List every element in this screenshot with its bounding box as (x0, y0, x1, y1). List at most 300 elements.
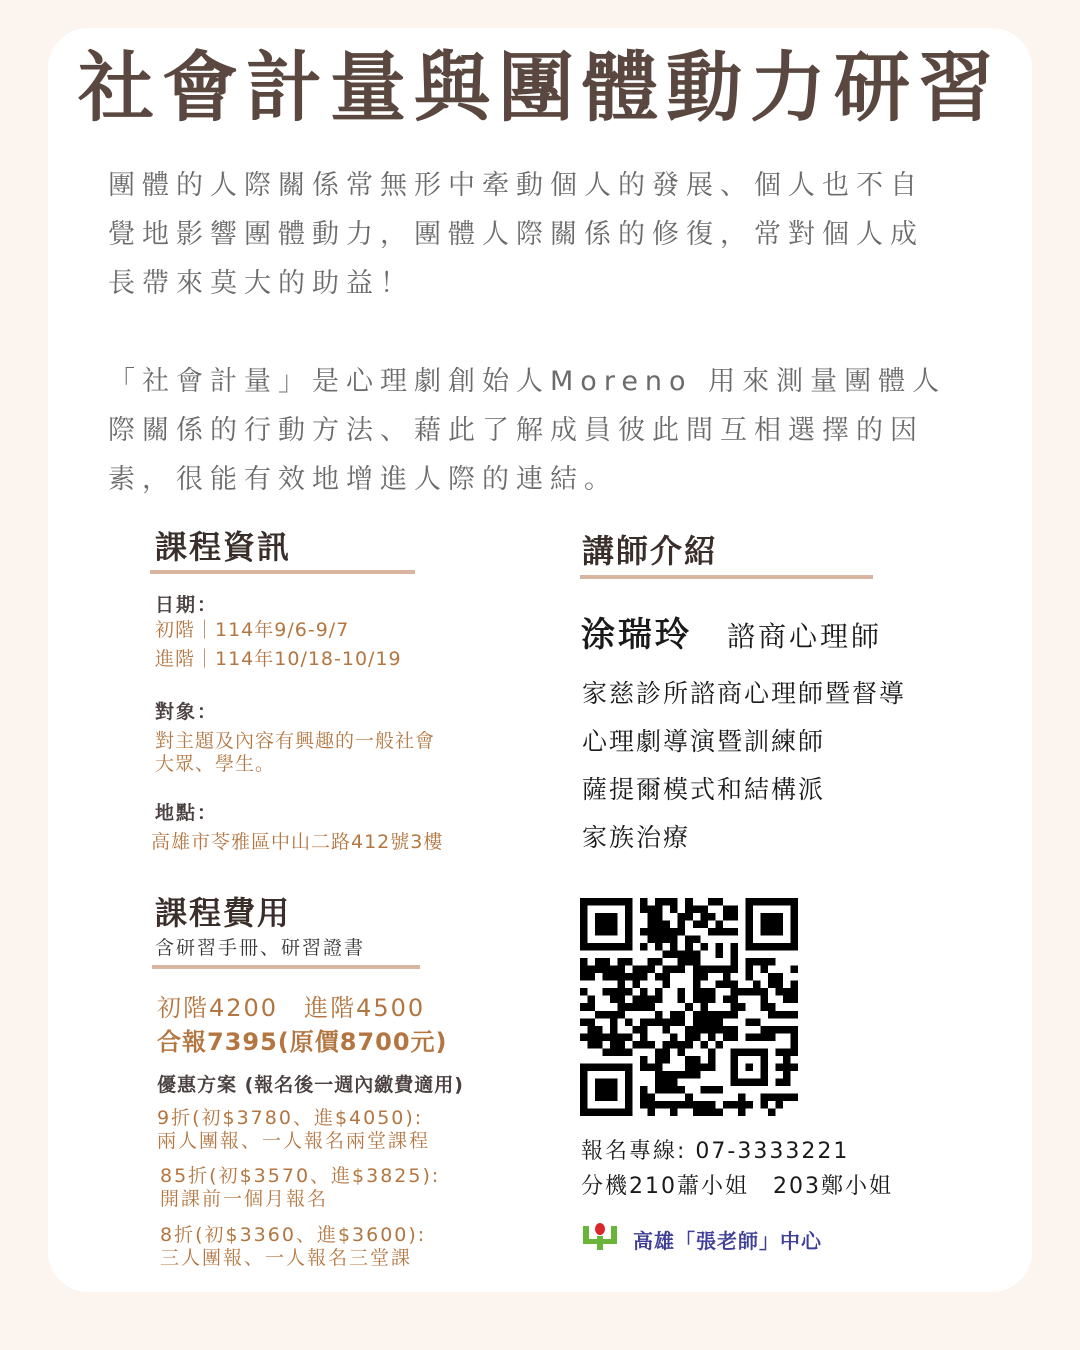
qr-module (708, 898, 716, 906)
qr-module (693, 1026, 701, 1034)
qr-module (730, 981, 738, 989)
qr-module (738, 1101, 746, 1109)
credential-item: 薩提爾模式和結構派 (582, 775, 826, 804)
qr-module (685, 1026, 693, 1034)
date-label: 日期： (155, 594, 219, 616)
qr-module (790, 996, 798, 1004)
qr-module (723, 1026, 731, 1034)
qr-module (693, 1011, 701, 1019)
qr-module (693, 936, 701, 944)
qr-module (693, 973, 701, 981)
qr-module (670, 1041, 678, 1049)
qr-module (723, 1101, 731, 1109)
qr-module (685, 943, 693, 951)
qr-module (693, 921, 701, 929)
qr-module (655, 1063, 663, 1071)
qr-module (655, 1086, 663, 1094)
discount-condition: 開課前一個月報名 (160, 1188, 329, 1210)
qr-module (760, 1033, 768, 1041)
qr-module (760, 1093, 768, 1101)
qr-module (775, 988, 783, 996)
qr-module (603, 1011, 611, 1019)
qr-module (655, 996, 663, 1004)
qr-module (700, 1018, 708, 1026)
qr-module (768, 1033, 776, 1041)
qr-module (678, 966, 686, 974)
qr-module (730, 1026, 738, 1034)
qr-module (648, 1041, 656, 1049)
qr-module (783, 996, 791, 1004)
qr-module (693, 1018, 701, 1026)
qr-module (685, 898, 693, 906)
qr-module (730, 943, 738, 951)
qr-module (708, 913, 716, 921)
qr-module (618, 966, 626, 974)
qr-module (655, 1018, 663, 1026)
qr-module (700, 1003, 708, 1011)
qr-module (693, 981, 701, 989)
qr-module (685, 913, 693, 921)
qr-module (715, 966, 723, 974)
qr-module (730, 951, 738, 959)
qr-module (655, 913, 663, 921)
qr-module (640, 1101, 648, 1109)
qr-module (648, 958, 656, 966)
qr-module (730, 958, 738, 966)
qr-module (693, 958, 701, 966)
qr-module (655, 1011, 663, 1019)
qr-module (685, 1041, 693, 1049)
qr-module (790, 988, 798, 996)
intro-line: 長帶來莫大的助益！ (108, 268, 414, 299)
qr-module (775, 1011, 783, 1019)
qr-module (678, 988, 686, 996)
qr-module (655, 1078, 663, 1086)
qr-module (753, 988, 761, 996)
qr-module (730, 1003, 738, 1011)
qr-module (693, 951, 701, 959)
intro-line: 素，很能有效地增進人際的連結。 (108, 464, 618, 495)
qr-module (783, 1093, 791, 1101)
qr-module (588, 1033, 596, 1041)
qr-module (625, 1003, 633, 1011)
qr-module (708, 1063, 716, 1071)
qr-module (633, 981, 641, 989)
qr-module (618, 1048, 626, 1056)
qr-module (633, 996, 641, 1004)
qr-module (670, 1071, 678, 1079)
qr-module (663, 1078, 671, 1086)
qr-module (618, 1033, 626, 1041)
qr-module (715, 1108, 723, 1116)
qr-module (790, 1011, 798, 1019)
qr-module (663, 898, 671, 906)
qr-module (693, 1033, 701, 1041)
qr-module (723, 906, 731, 914)
qr-module (618, 988, 626, 996)
qr-module (685, 906, 693, 914)
qr-module (715, 921, 723, 929)
qr-module (760, 966, 768, 974)
qr-module (783, 988, 791, 996)
qr-module (640, 988, 648, 996)
qr-module (723, 996, 731, 1004)
qr-module (640, 1056, 648, 1064)
qr-module (685, 1033, 693, 1041)
qr-module (700, 906, 708, 914)
qr-module (663, 936, 671, 944)
qr-module (708, 928, 716, 936)
qr-module (723, 928, 731, 936)
qr-module (693, 1108, 701, 1116)
qr-module (670, 951, 678, 959)
qr-module (678, 958, 686, 966)
qr-module (670, 898, 678, 906)
qr-module (768, 958, 776, 966)
qr-module (670, 906, 678, 914)
org-name: 高雄「張老師」中心 (633, 1229, 822, 1253)
qr-module (708, 1048, 716, 1056)
qr-module (708, 1033, 716, 1041)
qr-module (625, 1048, 633, 1056)
qr-module (685, 951, 693, 959)
qr-module (618, 1003, 626, 1011)
qr-module (700, 1011, 708, 1019)
discount-condition: 三人團報、一人報名三堂課 (160, 1247, 413, 1269)
qr-module (610, 996, 618, 1004)
qr-module (655, 973, 663, 981)
qr-module (685, 1003, 693, 1011)
qr-module (730, 1011, 738, 1019)
qr-module (745, 1018, 753, 1026)
qr-module (730, 1033, 738, 1041)
qr-module (648, 966, 656, 974)
qr-module (580, 966, 588, 974)
qr-module (700, 1108, 708, 1116)
qr-module (610, 1048, 618, 1056)
qr-module (648, 1093, 656, 1101)
qr-module (753, 958, 761, 966)
qr-module (790, 1026, 798, 1034)
qr-module (790, 1093, 798, 1101)
qr-module (768, 981, 776, 989)
qr-module (670, 1108, 678, 1116)
qr-module (678, 951, 686, 959)
qr-module (640, 1026, 648, 1034)
qr-module (655, 1101, 663, 1109)
contact-extension: 分機210蕭小姐 203鄭小姐 (581, 1174, 893, 1199)
instructor-name: 涂瑞玲 (581, 615, 692, 655)
qr-module (723, 973, 731, 981)
intro-line: 「社會計量」是心理劇創始人Moreno 用來測量團體人 (108, 366, 947, 397)
qr-module (700, 973, 708, 981)
date-basic: 初階｜114年9/6-9/7 (155, 619, 350, 641)
qr-module (648, 1108, 656, 1116)
qr-module (580, 958, 588, 966)
qr-module (618, 958, 626, 966)
qr-module (700, 988, 708, 996)
qr-module (595, 958, 603, 966)
qr-module (768, 1011, 776, 1019)
qr-module (723, 913, 731, 921)
qr-module (648, 921, 656, 929)
qr-module (633, 1026, 641, 1034)
intro-paragraph-1 (108, 161, 958, 308)
qr-module (603, 966, 611, 974)
qr-module (580, 1003, 588, 1011)
qr-module (775, 981, 783, 989)
qr-module (648, 996, 656, 1004)
qr-module (738, 1108, 746, 1116)
qr-module (760, 988, 768, 996)
qr-module (663, 1048, 671, 1056)
qr-module (633, 966, 641, 974)
qr-module (700, 1041, 708, 1049)
fees-divider (152, 965, 420, 969)
qr-module (708, 988, 716, 996)
course-info-divider (150, 570, 415, 574)
qr-module (678, 1086, 686, 1094)
instructor-divider (580, 575, 873, 579)
qr-module (715, 928, 723, 936)
qr-module (715, 1041, 723, 1049)
qr-module (655, 1071, 663, 1079)
location-label: 地點： (155, 802, 219, 824)
qr-module (663, 981, 671, 989)
qr-module (678, 1018, 686, 1026)
intro-paragraph-2 (108, 357, 958, 504)
discount-item (160, 1224, 426, 1270)
qr-module (640, 1093, 648, 1101)
qr-module (723, 1011, 731, 1019)
qr-module (663, 1086, 671, 1094)
qr-module (603, 1033, 611, 1041)
qr-module (768, 1093, 776, 1101)
qr-module (655, 943, 663, 951)
date-advanced: 進階｜114年10/18-10/19 (155, 648, 402, 670)
qr-module (693, 1056, 701, 1064)
qr-module (760, 1101, 768, 1109)
qr-module (693, 1101, 701, 1109)
qr-module (580, 1033, 588, 1041)
qr-module (753, 981, 761, 989)
qr-module (775, 1026, 783, 1034)
qr-module (640, 1033, 648, 1041)
qr-module (700, 921, 708, 929)
qr-module (655, 1056, 663, 1064)
qr-module (655, 1048, 663, 1056)
qr-module (730, 928, 738, 936)
qr-module (640, 996, 648, 1004)
qr-module (640, 1086, 648, 1094)
qr-module (670, 1101, 678, 1109)
qr-module (663, 966, 671, 974)
qr-module (678, 1011, 686, 1019)
qr-module (775, 973, 783, 981)
qr-module (783, 1056, 791, 1064)
qr-module (603, 973, 611, 981)
qr-module (708, 966, 716, 974)
qr-module (768, 1003, 776, 1011)
qr-module (663, 1056, 671, 1064)
qr-module (633, 973, 641, 981)
qr-module (700, 1026, 708, 1034)
qr-module (610, 973, 618, 981)
qr-module (790, 1041, 798, 1049)
qr-module (625, 1018, 633, 1026)
qr-module (790, 1048, 798, 1056)
qr-module (760, 996, 768, 1004)
qr-module (715, 1086, 723, 1094)
qr-module (708, 996, 716, 1004)
qr-module (663, 928, 671, 936)
qr-module (595, 966, 603, 974)
fee-line-1: 初階4200 進階4500 (157, 994, 426, 1022)
qr-module (745, 958, 753, 966)
qr-module (730, 988, 738, 996)
qr-module (745, 973, 753, 981)
qr-module (603, 958, 611, 966)
qr-module (625, 958, 633, 966)
qr-module (708, 1056, 716, 1064)
qr-module (783, 1078, 791, 1086)
qr-module (640, 966, 648, 974)
qr-module (648, 913, 656, 921)
course-info-heading: 課程資訊 (155, 528, 292, 566)
qr-module (685, 1101, 693, 1109)
qr-module (670, 1018, 678, 1026)
instructor-title: 諮商心理師 (727, 620, 883, 653)
target-line: 大眾、學生。 (155, 753, 276, 775)
qr-module (685, 1071, 693, 1079)
qr-module (648, 936, 656, 944)
qr-module (663, 1041, 671, 1049)
qr-module (678, 928, 686, 936)
qr-module (715, 1026, 723, 1034)
qr-module (648, 1018, 656, 1026)
qr-module (678, 1041, 686, 1049)
qr-module (738, 1003, 746, 1011)
qr-module (700, 943, 708, 951)
discount-price: 9折(初$3780、進$4050): (157, 1107, 424, 1129)
qr-module (655, 928, 663, 936)
qr-module (700, 966, 708, 974)
qr-module (595, 1011, 603, 1019)
qr-module (693, 906, 701, 914)
qr-module (768, 1108, 776, 1116)
qr-module (783, 1011, 791, 1019)
discount-price: 85折(初$3570、進$3825): (160, 1165, 441, 1187)
qr-module (670, 1011, 678, 1019)
qr-module (768, 973, 776, 981)
qr-module (655, 898, 663, 906)
qr-module (625, 973, 633, 981)
qr-module (693, 996, 701, 1004)
qr-module (760, 1026, 768, 1034)
qr-module (640, 1063, 648, 1071)
qr-module (708, 1011, 716, 1019)
qr-module (633, 1041, 641, 1049)
qr-module (580, 973, 588, 981)
qr-module (670, 936, 678, 944)
instructor-heading: 講師介紹 (582, 532, 719, 570)
qr-module (790, 1063, 798, 1071)
qr-module (700, 1086, 708, 1094)
qr-module (670, 1086, 678, 1094)
qr-module (648, 1063, 656, 1071)
qr-module (603, 1048, 611, 1056)
qr-module (723, 1033, 731, 1041)
credential-item: 家族治療 (582, 823, 691, 852)
qr-module (730, 906, 738, 914)
target-line: 對主題及內容有興趣的一般社會 (155, 730, 436, 752)
qr-module (648, 1003, 656, 1011)
qr-module (618, 996, 626, 1004)
qr-module (738, 988, 746, 996)
qr-module (693, 966, 701, 974)
qr-module (700, 1063, 708, 1071)
qr-module (670, 943, 678, 951)
qr-module (708, 1086, 716, 1094)
target-text (155, 730, 435, 776)
fee-line-2: 合報7395(原價8700元) (157, 1028, 448, 1056)
qr-module (625, 1033, 633, 1041)
registration-qr-code[interactable] (580, 898, 798, 1116)
qr-module (715, 1018, 723, 1026)
qr-module (678, 1048, 686, 1056)
qr-module (655, 958, 663, 966)
qr-module (663, 921, 671, 929)
qr-module (715, 981, 723, 989)
qr-module (708, 1026, 716, 1034)
qr-module (753, 1033, 761, 1041)
qr-module (655, 936, 663, 944)
qr-module (588, 1041, 596, 1049)
qr-module (685, 958, 693, 966)
qr-module (640, 928, 648, 936)
target-label: 對象： (155, 701, 219, 723)
qr-module (603, 988, 611, 996)
qr-module (790, 981, 798, 989)
qr-module (730, 966, 738, 974)
qr-module (610, 966, 618, 974)
qr-module (685, 1063, 693, 1071)
qr-module (640, 1003, 648, 1011)
qr-module (775, 1101, 783, 1109)
qr-module (723, 981, 731, 989)
qr-module (595, 1026, 603, 1034)
qr-module (693, 988, 701, 996)
discount-heading: 優惠方案 (報名後一週內繳費適用) (157, 1074, 464, 1096)
intro-line: 際關係的行動方法、藉此了解成員彼此間互相選擇的因 (108, 415, 924, 446)
qr-module (700, 1101, 708, 1109)
qr-module (610, 1011, 618, 1019)
qr-module (670, 966, 678, 974)
discount-price: 8折(初$3360、進$3600): (160, 1224, 427, 1246)
qr-module (790, 966, 798, 974)
qr-module (640, 973, 648, 981)
qr-module (580, 988, 588, 996)
qr-module (670, 928, 678, 936)
qr-module (588, 1003, 596, 1011)
qr-module (640, 1018, 648, 1026)
qr-module (595, 1041, 603, 1049)
qr-module (715, 943, 723, 951)
fees-subtitle: 含研習手冊、研習證書 (155, 937, 366, 959)
qr-module (730, 913, 738, 921)
qr-module (678, 913, 686, 921)
qr-module (663, 1101, 671, 1109)
